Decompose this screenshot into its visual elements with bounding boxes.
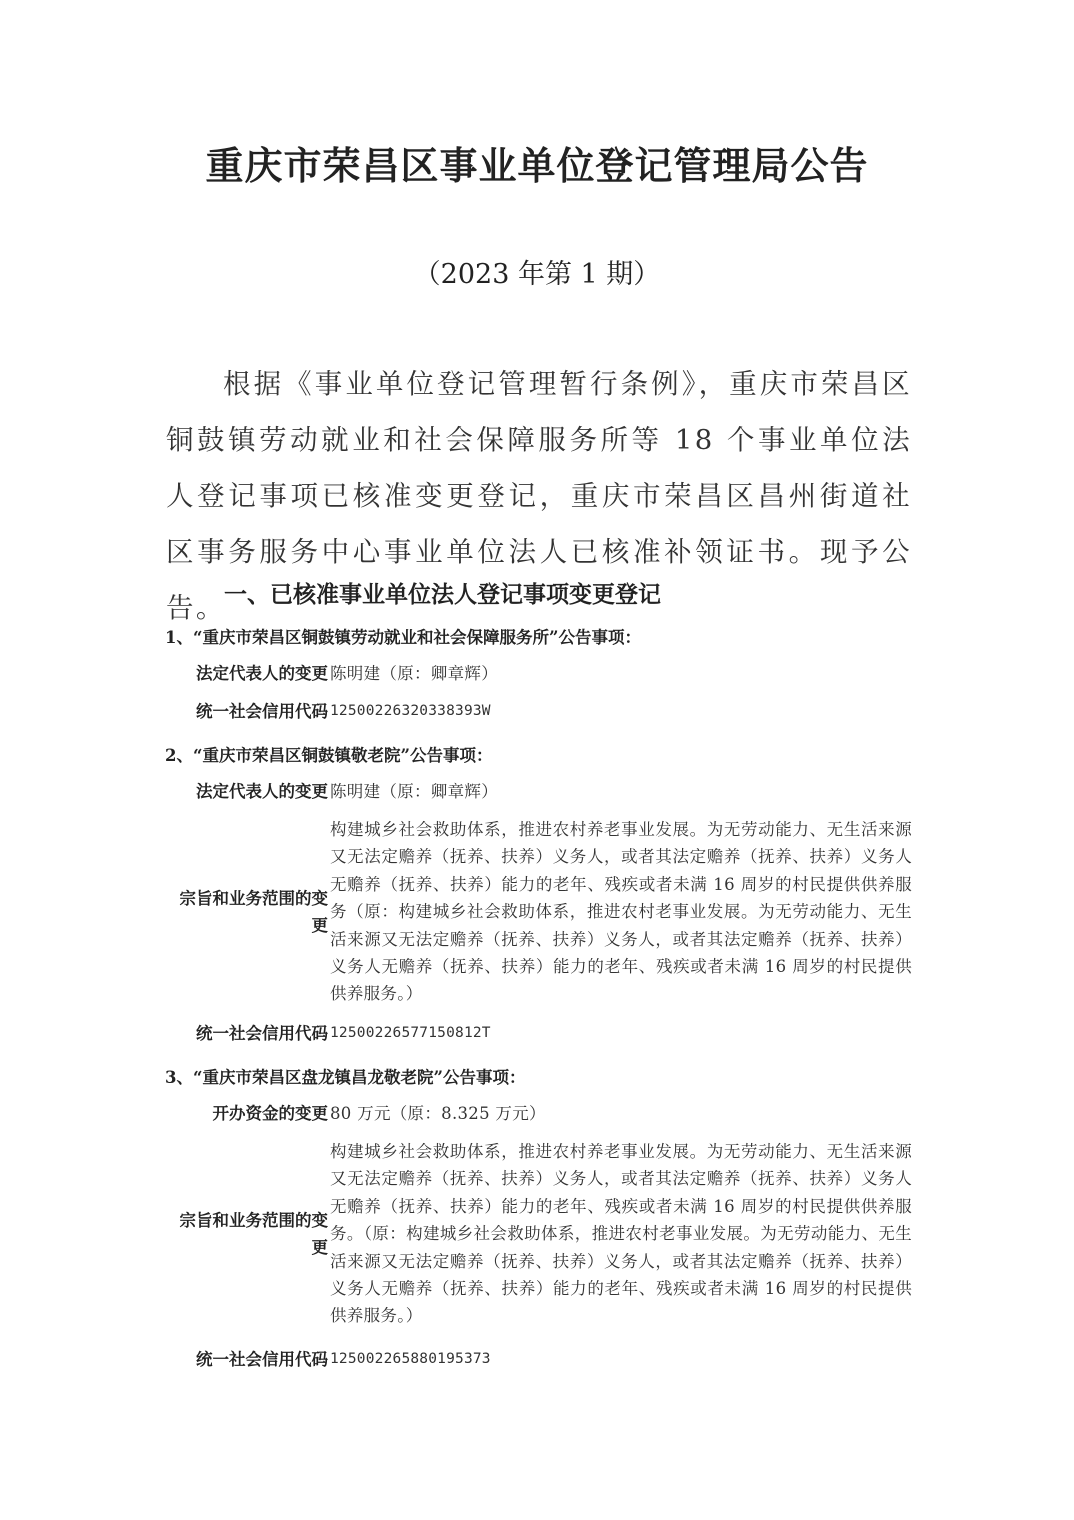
row-label: 法定代表人的变更 — [196, 664, 328, 684]
row-label: 统一社会信用代码 — [196, 702, 328, 722]
row-value: 构建城乡社会救助体系，推进农村养老事业发展。为无劳动能力、无生活来源又无法定赡养（抚养、扶养）义务人，或者其法定赡养（抚养、扶养）义务人无赡养（抚养、扶养）能力的老年、残疾或者未满 16 周岁的村民提供供养服务（原：构建城乡社会救助体系，推进农村老事业发展。为无劳动能力、无生活来源又无法定赡养（抚养、扶养）义务人，或者其法定赡养（抚养、扶养）义务人无赡养（抚养、扶养）能力的老年、残疾或者未满 16 周岁的村民提供供养服务。） — [330, 820, 912, 1004]
item-heading: 1、“重庆市荣昌区铜鼓镇劳动就业和社会保障服务所”公告事项： — [165, 628, 641, 647]
item-row — [168, 1020, 914, 1047]
item-heading: 3、“重庆市荣昌区盘龙镇昌龙敬老院”公告事项： — [165, 1068, 526, 1087]
item-row — [168, 698, 914, 725]
issue-number: （2023 年第 1 期） — [413, 259, 661, 290]
row-label: 统一社会信用代码 — [196, 1350, 328, 1370]
document-title: 重庆市荣昌区事业单位登记管理局公告 — [205, 143, 869, 188]
row-value: 构建城乡社会救助体系，推进农村养老事业发展。为无劳动能力、无生活来源又无法定赡养（抚养、扶养）义务人，或者其法定赡养（抚养、扶养）义务人无赡养（抚养、扶养）能力的老年、残疾或者未满 16 周岁的村民提供供养服务。（原：构建城乡社会救助体系，推进农村老事业发展。为无劳动能力、无生活来源又无法定赡养（抚养、扶养）义务人，或者其法定赡养（抚养、扶养）义务人无赡养（抚养、扶养）能力的老年、残疾或者未满 16 周岁的村民提供供养服务。） — [330, 1142, 912, 1326]
credit-code: 125002265880195373 — [330, 1351, 491, 1367]
item-row — [168, 816, 914, 1008]
section-heading: 一、已核准事业单位法人登记事项变更登记 — [224, 582, 661, 608]
credit-code: 12500226320338393W — [330, 703, 491, 719]
row-value: 陈明建（原：卿章辉） — [330, 664, 498, 683]
item-row — [168, 1346, 914, 1373]
item-row — [168, 1100, 914, 1127]
row-label: 宗旨和业务范围的变更 — [179, 1210, 328, 1257]
item-row — [168, 660, 914, 687]
row-label: 法定代表人的变更 — [196, 782, 328, 802]
item-heading: 2、“重庆市荣昌区铜鼓镇敬老院”公告事项： — [165, 746, 493, 765]
row-value: 陈明建（原：卿章辉） — [330, 782, 498, 801]
row-label: 统一社会信用代码 — [196, 1024, 328, 1044]
credit-code: 12500226577150812T — [330, 1025, 491, 1041]
intro-paragraph: 根据《事业单位登记管理暂行条例》，重庆市荣昌区铜鼓镇劳动就业和社会保障服务所等 18 个事业单位法人登记事项已核准变更登记，重庆市荣昌区昌州街道社区事务服务中心事业单位法人已核准补领证书。现予公告。 — [166, 368, 912, 624]
row-value: 80 万元（原：8.325 万元） — [330, 1104, 546, 1123]
item-row — [168, 778, 914, 805]
row-label: 开办资金的变更 — [212, 1104, 328, 1124]
row-label: 宗旨和业务范围的变更 — [179, 888, 328, 935]
item-row — [168, 1138, 914, 1330]
